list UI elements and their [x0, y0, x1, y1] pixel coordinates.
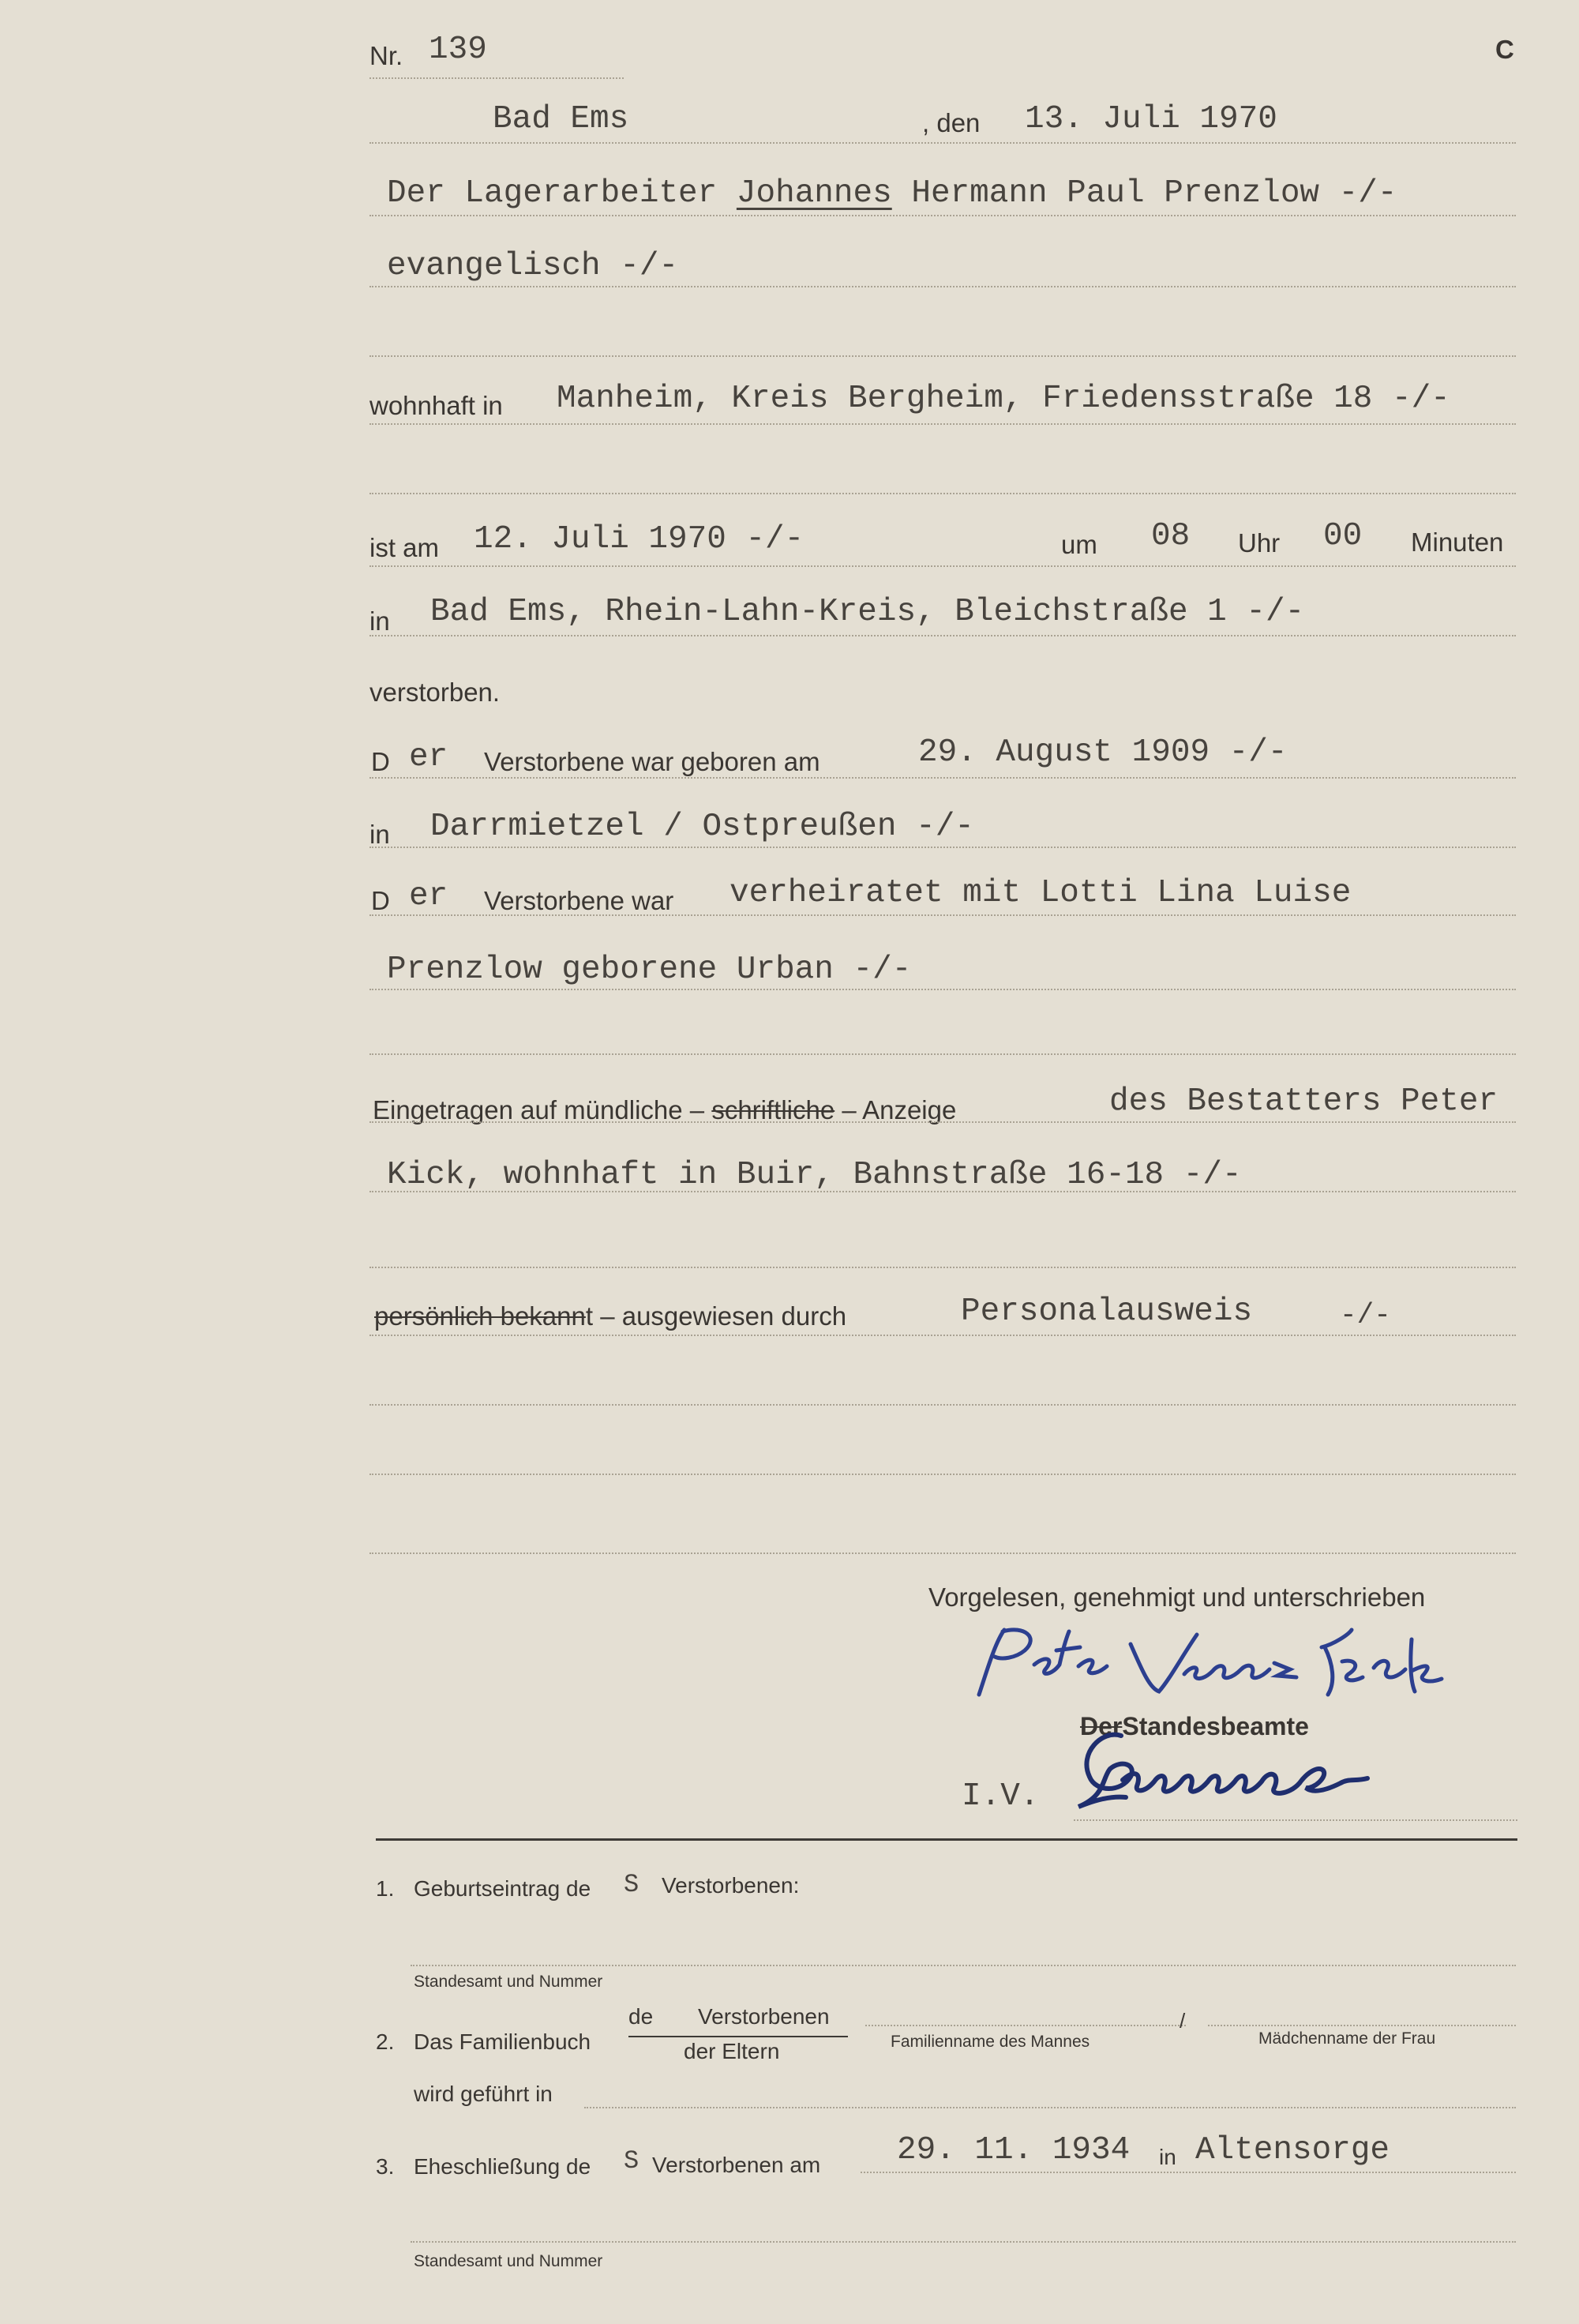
dotted-line	[369, 355, 1516, 357]
dotted-line	[369, 847, 1516, 848]
identification-line	[374, 1301, 846, 1331]
d-label: D	[371, 747, 390, 776]
dotted-line	[369, 423, 1516, 425]
marriage-date: 29. 11. 1934	[897, 2132, 1131, 2168]
vorgelesen-label: Vorgelesen, genehmigt und unterschrieben	[928, 1582, 1426, 1612]
dotted-line	[369, 565, 1516, 567]
dotted-line	[861, 2172, 1516, 2173]
dash: –	[842, 1095, 857, 1124]
marriage-place: Altensorge	[1195, 2132, 1390, 2168]
gender-suffix: er	[409, 878, 448, 914]
familienbuch-label: Das Familienbuch	[414, 2029, 591, 2054]
ist-am-label: ist am	[369, 533, 440, 562]
familienname-label: Familienname des Mannes	[891, 2033, 1090, 2051]
informant-line2: Kick, wohnhaft in Buir, Bahnstraße 16-18 -/-	[387, 1157, 1242, 1193]
dotted-line	[411, 1965, 1516, 1966]
registrar-signature	[1055, 1714, 1465, 1824]
religion: evangelisch -/-	[387, 248, 679, 284]
item-number: 3.	[376, 2154, 395, 2179]
corner-letter: C	[1495, 35, 1514, 64]
nr-label: Nr.	[369, 41, 403, 70]
in-label: in	[1159, 2145, 1176, 2169]
dotted-line	[369, 989, 1516, 990]
item-number: 1.	[376, 1876, 395, 1901]
verstorbenen-am-label: Verstorbenen am	[652, 2153, 821, 2177]
war-geboren-label: Verstorbene war geboren am	[484, 747, 820, 776]
record-number: 139	[429, 32, 487, 68]
dotted-line	[865, 2025, 1186, 2026]
verstorbenen-label: Verstorbenen:	[662, 1873, 800, 1898]
remaining-names: Hermann Paul Prenzlow -/-	[911, 175, 1397, 212]
struck-schriftliche: schriftliche	[711, 1095, 835, 1124]
dotted-line	[1074, 1819, 1517, 1821]
death-place: Bad Ems, Rhein-Lahn-Kreis, Bleichstraße 1 -/-	[430, 594, 1305, 630]
dotted-line	[1208, 2025, 1516, 2026]
fraction-de: de	[628, 2004, 654, 2029]
death-date: 12. Juli 1970 -/-	[474, 521, 805, 558]
eingetragen-label: Eingetragen auf mündliche	[373, 1095, 683, 1124]
anzeige-label: Anzeige	[862, 1095, 957, 1124]
slash: /	[1180, 2009, 1186, 2033]
birth-place: Darrmietzel / Ostpreußen -/-	[430, 809, 974, 845]
gender-s: S	[624, 2146, 639, 2176]
dotted-line	[369, 1404, 1516, 1406]
minuten-label: Minuten	[1411, 527, 1504, 557]
war-label: Verstorbene war	[484, 886, 674, 915]
gender-suffix: er	[409, 739, 448, 775]
dotted-line	[369, 1552, 1516, 1554]
geburtseintrag-label: Geburtseintrag de	[414, 1876, 591, 1901]
dotted-line	[369, 142, 1516, 144]
dash: –	[689, 1095, 705, 1124]
residence-address: Manheim, Kreis Bergheim, Friedensstraße 18 -/-	[557, 381, 1450, 417]
occupation-prefix: Der Lagerarbeiter	[387, 175, 718, 212]
uhr-label: Uhr	[1238, 528, 1281, 558]
dotted-line	[369, 1121, 1516, 1123]
informant-line1: des Bestatters Peter	[1109, 1083, 1498, 1120]
dotted-line	[369, 1335, 1516, 1336]
signer-signature	[963, 1624, 1468, 1718]
dotted-line	[369, 77, 624, 79]
gender-s: S	[624, 1870, 639, 1899]
den-label: , den	[922, 108, 981, 137]
fraction-bar	[628, 2036, 848, 2037]
dotted-line	[369, 1474, 1516, 1475]
dotted-line	[369, 1053, 1516, 1055]
in-label: in	[369, 820, 390, 849]
verstorben-label: verstorben.	[369, 678, 501, 707]
standesamt-nummer-label: Standesamt und Nummer	[414, 1973, 603, 1991]
dotted-line	[369, 1267, 1516, 1268]
id-document: Personalausweis	[961, 1293, 1253, 1330]
gefuehrt-label: wird geführt in	[414, 2082, 553, 2106]
dotted-line	[369, 1191, 1516, 1192]
dotted-line	[369, 777, 1516, 779]
dotted-line	[369, 635, 1516, 636]
section-divider	[376, 1838, 1517, 1841]
marital-status-line1: verheiratet mit Lotti Lina Luise	[729, 875, 1352, 911]
standesamt-nummer-label: Standesamt und Nummer	[414, 2252, 603, 2270]
dotted-line	[369, 286, 1516, 287]
d-label: D	[371, 886, 390, 915]
issue-place: Bad Ems	[493, 101, 629, 137]
eheschliessung-label: Eheschließung de	[414, 2154, 591, 2179]
ausgewiesen-label: – ausgewiesen durch	[600, 1301, 847, 1331]
dotted-line	[369, 914, 1516, 916]
iv-label: I.V.	[962, 1778, 1040, 1815]
in-label: in	[369, 606, 390, 636]
dotted-line	[369, 493, 1516, 494]
end-mark: -/-	[1340, 1299, 1391, 1331]
dotted-line	[369, 215, 1516, 216]
struck-der: Der	[1080, 1712, 1123, 1740]
dotted-line	[584, 2107, 1516, 2108]
birth-date: 29. August 1909 -/-	[918, 734, 1288, 771]
fraction-eltern: der Eltern	[684, 2039, 780, 2063]
deceased-name-line	[387, 175, 1397, 212]
marital-status-line2: Prenzlow geborene Urban -/-	[387, 952, 912, 988]
t-suffix: t	[585, 1301, 594, 1331]
call-name: Johannes	[736, 175, 892, 212]
standesbeamte-text: Standesbeamte	[1122, 1712, 1309, 1740]
fraction-verstorbenen: Verstorbenen	[698, 2004, 830, 2029]
wohnhaft-label: wohnhaft in	[369, 391, 503, 420]
maedchenname-label: Mädchenname der Frau	[1258, 2029, 1436, 2048]
um-label: um	[1061, 530, 1097, 559]
death-hour: 08	[1151, 518, 1191, 554]
dotted-line	[411, 2241, 1516, 2243]
struck-persoenlich-bekannt: persönlich bekann	[374, 1301, 586, 1331]
death-minutes: 00	[1323, 518, 1363, 554]
issue-date: 13. Juli 1970	[1025, 101, 1277, 137]
item-number: 2.	[376, 2029, 395, 2054]
